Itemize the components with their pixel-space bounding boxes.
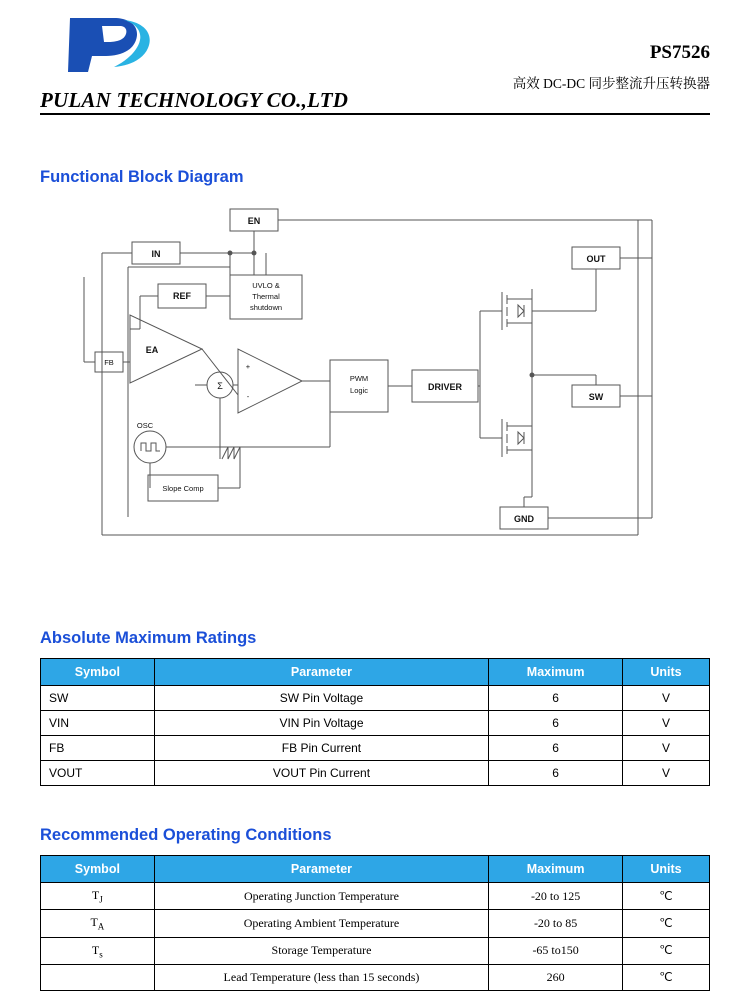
header-divider xyxy=(40,113,710,115)
cell-symbol xyxy=(41,965,155,991)
cell-symbol xyxy=(41,883,155,910)
block-pwm-line1: PWM xyxy=(349,374,369,383)
cell-symbol-base: T xyxy=(91,942,100,957)
header-parameter: Parameter xyxy=(154,856,489,883)
block-diagram-svg xyxy=(40,197,710,567)
header-parameter: Parameter xyxy=(154,659,489,686)
cell-symbol-base: T xyxy=(91,888,100,902)
table-row xyxy=(41,965,710,991)
abs-max-ratings-table-wrap xyxy=(40,658,710,786)
cell-parameter: VOUT Pin Current xyxy=(154,761,489,786)
table-row xyxy=(41,937,710,964)
rec-operating-conditions-table xyxy=(40,855,710,991)
header-symbol: Symbol xyxy=(41,856,155,883)
block-pwm-line2: Logic xyxy=(350,386,368,395)
cell-maximum: 6 xyxy=(489,711,623,736)
block-uvlo-line1: UVLO & xyxy=(252,281,280,290)
cell-maximum: -20 to 125 xyxy=(489,883,623,910)
pin-en-label: EN xyxy=(247,216,261,226)
block-diagram-title: Functional Block Diagram xyxy=(40,168,244,186)
comparator-minus: - xyxy=(246,392,250,401)
part-number: PS7526 xyxy=(649,42,710,63)
cell-units: V xyxy=(623,761,710,786)
abs-max-ratings-title: Absolute Maximum Ratings xyxy=(40,629,257,647)
table-row xyxy=(41,883,710,910)
block-ref-label: REF xyxy=(173,291,191,301)
table-row xyxy=(41,686,710,711)
cell-parameter: SW Pin Voltage xyxy=(154,686,489,711)
header-symbol: Symbol xyxy=(41,659,155,686)
block-driver-label: DRIVER xyxy=(427,382,463,392)
cell-maximum: 6 xyxy=(489,761,623,786)
cell-symbol: FB xyxy=(41,736,155,761)
table-row xyxy=(41,910,710,937)
table-header-row xyxy=(41,659,710,686)
pulan-logo xyxy=(62,14,162,76)
cell-symbol: VOUT xyxy=(41,761,155,786)
block-slope-label: Slope Comp xyxy=(162,484,204,493)
cell-parameter: Operating Junction Temperature xyxy=(154,883,489,910)
block-sum-label: Σ xyxy=(217,381,223,391)
part-subtitle: 高效 DC-DC 同步整流升压转换器 xyxy=(512,76,710,91)
rec-operating-conditions-title: Recommended Operating Conditions xyxy=(40,826,332,844)
cell-symbol-sub: s xyxy=(99,949,103,960)
functional-block-diagram xyxy=(40,197,710,587)
header-units: Units xyxy=(623,659,710,686)
pin-in-label: IN xyxy=(151,249,161,259)
cell-parameter: VIN Pin Voltage xyxy=(154,711,489,736)
header-maximum: Maximum xyxy=(489,659,623,686)
cell-units: ℃ xyxy=(623,937,710,964)
pin-sw-label: SW xyxy=(588,392,604,402)
table-header-row xyxy=(41,856,710,883)
cell-symbol-sub: A xyxy=(97,921,105,932)
cell-maximum: -20 to 85 xyxy=(489,910,623,937)
cell-parameter: FB Pin Current xyxy=(154,736,489,761)
cell-symbol-base: T xyxy=(90,915,98,930)
cell-maximum: -65 to150 xyxy=(489,937,623,964)
cell-units: ℃ xyxy=(623,965,710,991)
comparator-plus: + xyxy=(245,362,251,371)
cell-maximum: 260 xyxy=(489,965,623,991)
cell-symbol: SW xyxy=(41,686,155,711)
cell-units: ℃ xyxy=(623,883,710,910)
block-osc-label: OSC xyxy=(136,421,154,430)
header-maximum: Maximum xyxy=(489,856,623,883)
rec-operating-conditions-table-wrap xyxy=(40,855,710,991)
page-header xyxy=(0,0,750,118)
cell-symbol-sub: J xyxy=(99,894,103,905)
cell-units: ℃ xyxy=(623,910,710,937)
cell-units: V xyxy=(623,736,710,761)
cell-units: V xyxy=(623,686,710,711)
abs-max-ratings-table xyxy=(40,658,710,786)
cell-symbol: VIN xyxy=(41,711,155,736)
company-name: PULAN TECHNOLOGY CO.,LTD xyxy=(40,88,349,112)
pin-gnd-label: GND xyxy=(514,514,534,524)
cell-maximum: 6 xyxy=(489,686,623,711)
pin-fb-label: FB xyxy=(104,358,114,367)
block-uvlo-line2: Thermal xyxy=(252,292,280,301)
table-row xyxy=(41,711,710,736)
pin-out-label: OUT xyxy=(586,254,606,264)
table-row xyxy=(41,761,710,786)
cell-symbol xyxy=(41,910,155,937)
cell-units: V xyxy=(623,711,710,736)
block-uvlo-line3: shutdown xyxy=(249,303,283,312)
cell-symbol xyxy=(41,937,155,964)
block-ea-label: EA xyxy=(145,345,159,355)
cell-parameter: Lead Temperature (less than 15 seconds) xyxy=(154,965,489,991)
cell-parameter: Operating Ambient Temperature xyxy=(154,910,489,937)
header-units: Units xyxy=(623,856,710,883)
table-row xyxy=(41,736,710,761)
cell-maximum: 6 xyxy=(489,736,623,761)
cell-parameter: Storage Temperature xyxy=(154,937,489,964)
